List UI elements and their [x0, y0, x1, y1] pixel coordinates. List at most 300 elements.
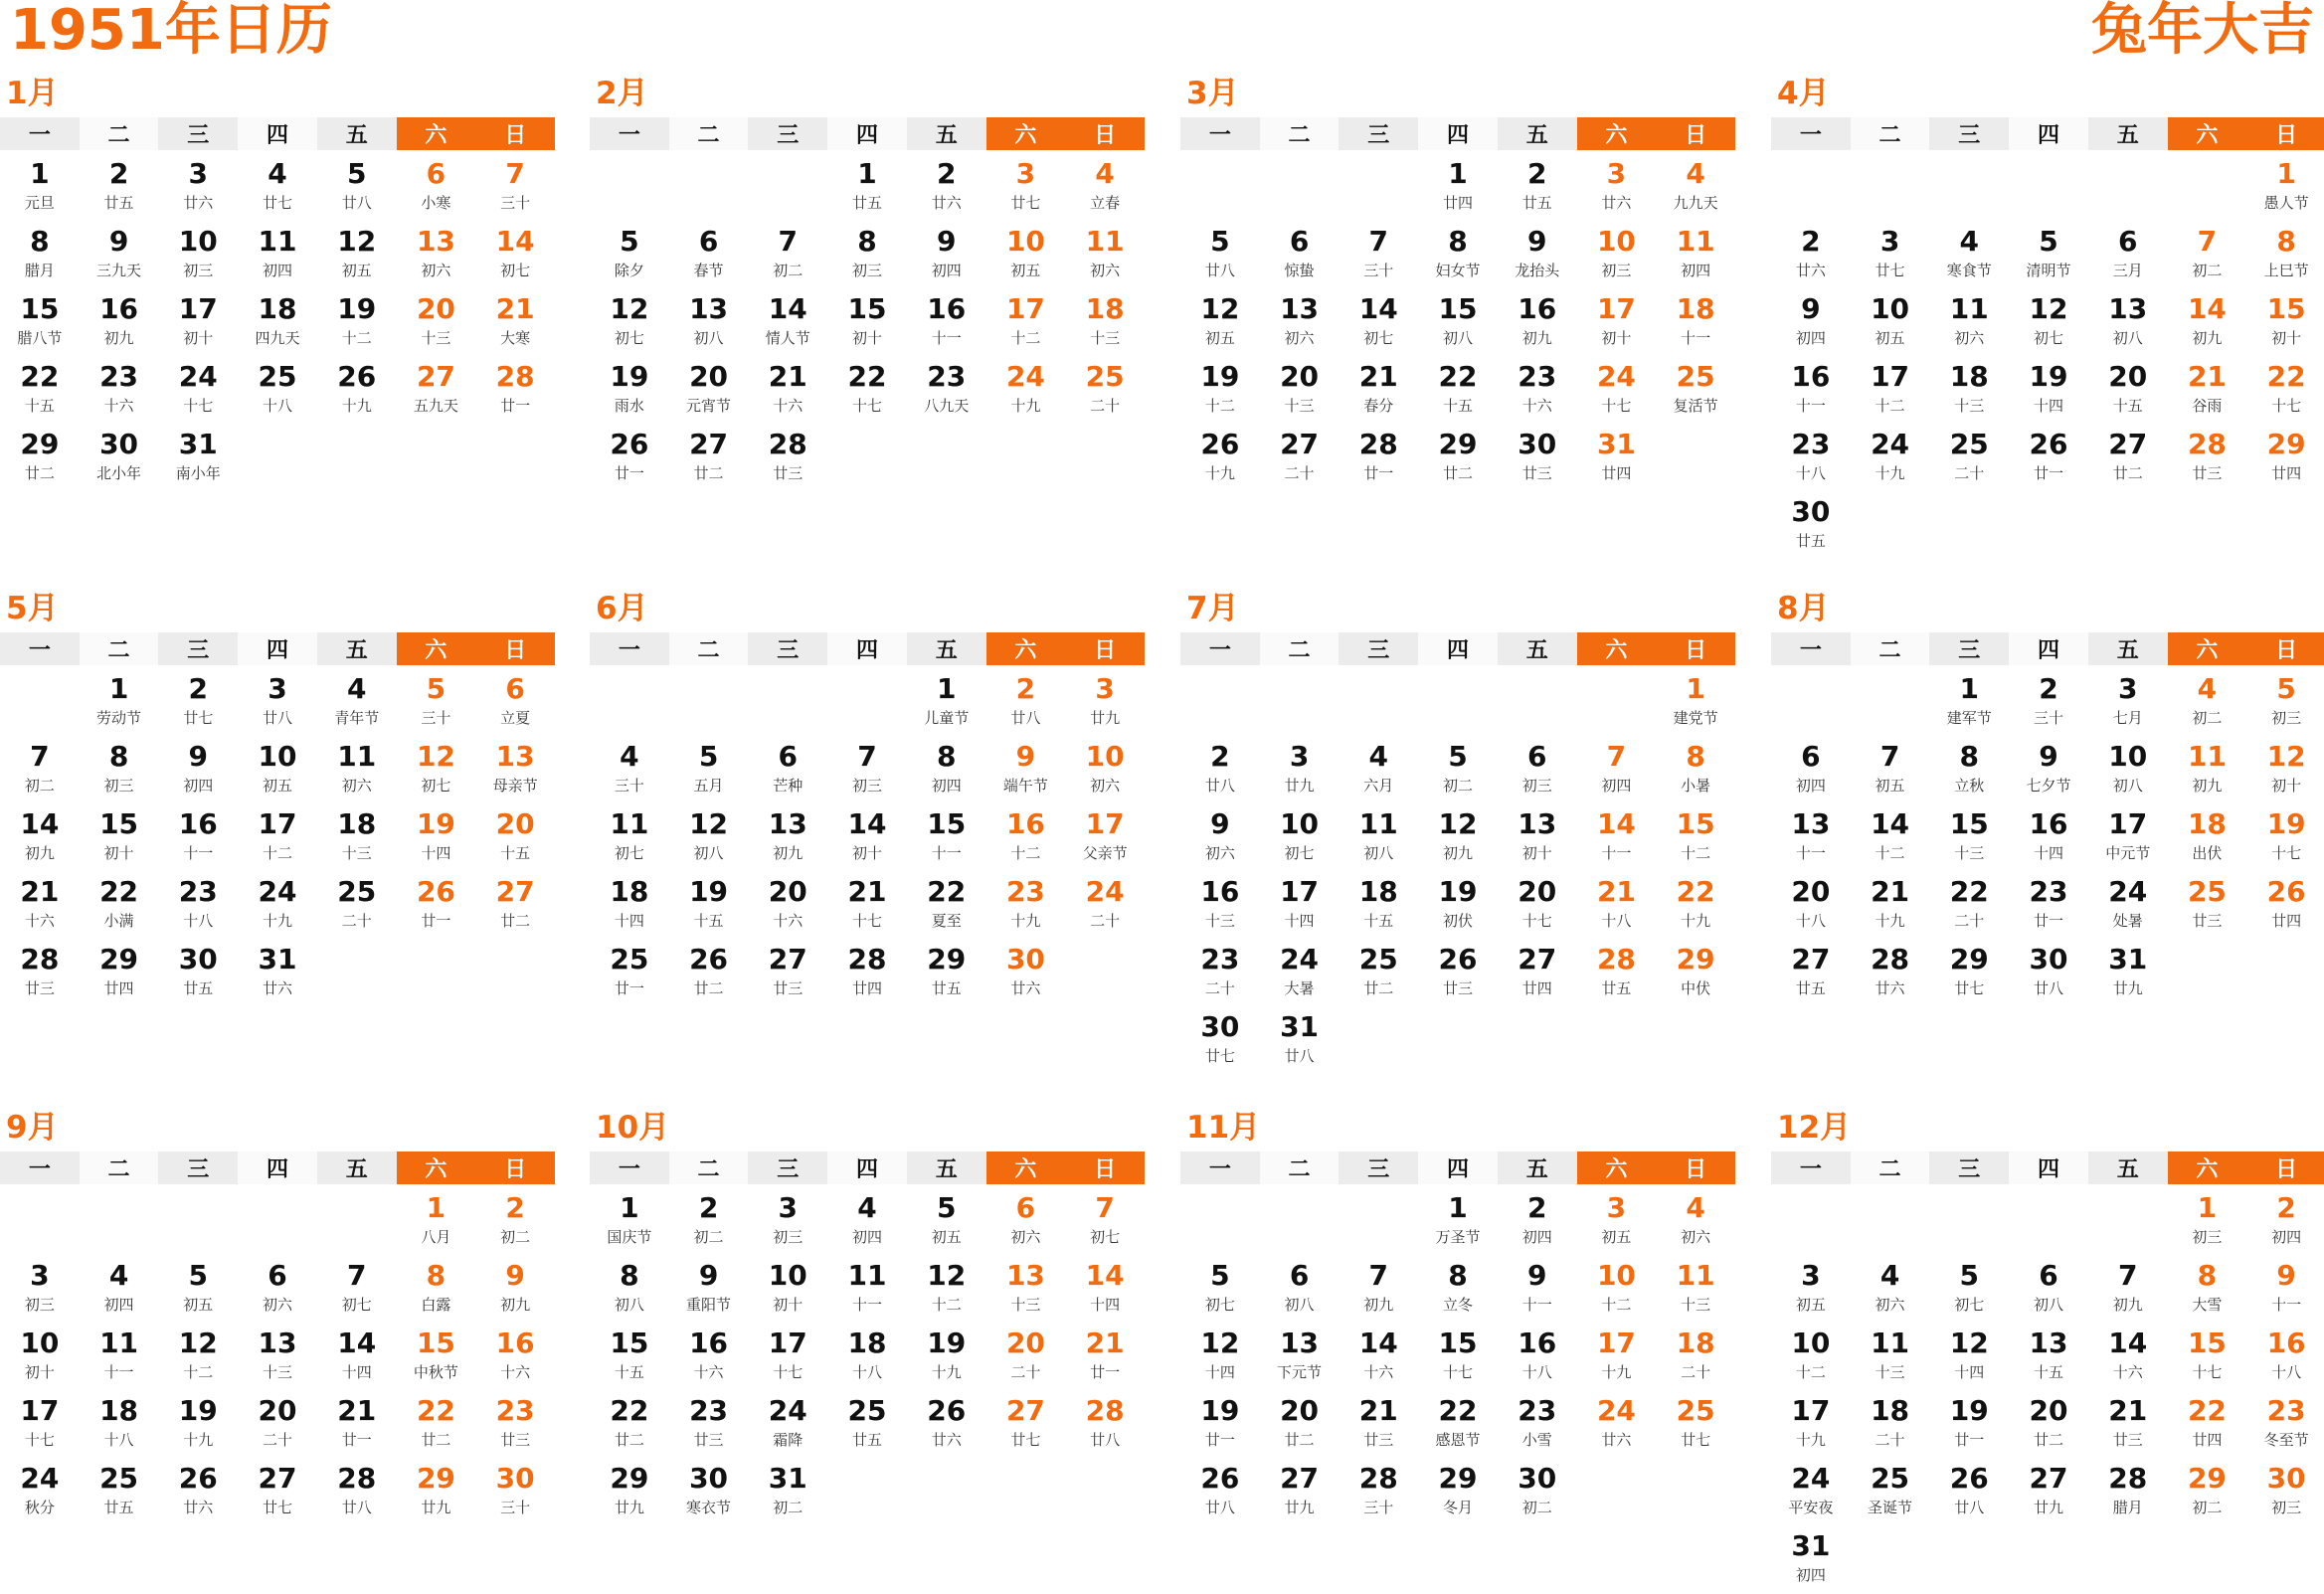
day-cell[interactable]: [2246, 1188, 2324, 1256]
day-cell[interactable]: [80, 289, 159, 357]
day-cell[interactable]: [1065, 1188, 1145, 1256]
day-cell[interactable]: [1656, 1256, 1735, 1324]
day-cell[interactable]: [669, 357, 749, 425]
day-cell[interactable]: [2246, 669, 2324, 737]
day-cell[interactable]: [1929, 940, 2009, 1007]
day-cell[interactable]: [1851, 357, 1930, 425]
day-cell[interactable]: [397, 357, 476, 425]
day-cell[interactable]: [590, 222, 669, 289]
day-cell[interactable]: [827, 289, 907, 357]
day-cell[interactable]: [1577, 1256, 1657, 1324]
day-cell[interactable]: [1929, 872, 2009, 940]
day-cell[interactable]: [2088, 1256, 2168, 1324]
day-cell[interactable]: [1656, 669, 1735, 737]
day-cell[interactable]: [2088, 222, 2168, 289]
day-cell[interactable]: [158, 357, 238, 425]
day-cell[interactable]: [1656, 289, 1735, 357]
day-cell[interactable]: [80, 1256, 159, 1324]
day-cell[interactable]: [1180, 1324, 1260, 1391]
day-cell[interactable]: [1418, 804, 1498, 872]
day-cell[interactable]: [748, 804, 827, 872]
day-cell[interactable]: [2246, 1256, 2324, 1324]
day-cell[interactable]: [1180, 804, 1260, 872]
day-cell[interactable]: [1418, 1188, 1498, 1256]
day-cell[interactable]: [1418, 1256, 1498, 1324]
day-cell[interactable]: [80, 357, 159, 425]
day-cell[interactable]: [475, 289, 555, 357]
day-cell[interactable]: [907, 357, 986, 425]
day-cell[interactable]: [748, 357, 827, 425]
day-cell[interactable]: [2088, 1324, 2168, 1391]
day-cell[interactable]: [2088, 872, 2168, 940]
day-cell[interactable]: [748, 940, 827, 1007]
day-cell[interactable]: [590, 940, 669, 1007]
day-cell[interactable]: [317, 1324, 397, 1391]
day-cell[interactable]: [2246, 804, 2324, 872]
day-cell[interactable]: [1260, 1459, 1340, 1526]
day-cell[interactable]: [1577, 940, 1657, 1007]
day-cell[interactable]: [1929, 289, 2009, 357]
day-cell[interactable]: [158, 737, 238, 804]
day-cell[interactable]: [1577, 154, 1657, 222]
day-cell[interactable]: [80, 804, 159, 872]
day-cell[interactable]: [1656, 804, 1735, 872]
day-cell[interactable]: [986, 940, 1066, 1007]
day-cell[interactable]: [317, 669, 397, 737]
day-cell[interactable]: [80, 425, 159, 492]
day-cell[interactable]: [1851, 804, 1930, 872]
day-cell[interactable]: [1339, 737, 1418, 804]
day-cell[interactable]: [80, 737, 159, 804]
day-cell[interactable]: [907, 804, 986, 872]
day-cell[interactable]: [0, 1256, 80, 1324]
day-cell[interactable]: [1339, 1256, 1418, 1324]
day-cell[interactable]: [1418, 1324, 1498, 1391]
day-cell[interactable]: [317, 1391, 397, 1459]
day-cell[interactable]: [475, 357, 555, 425]
day-cell[interactable]: [1339, 1459, 1418, 1526]
day-cell[interactable]: [1065, 154, 1145, 222]
day-cell[interactable]: [907, 1188, 986, 1256]
day-cell[interactable]: [669, 872, 749, 940]
day-cell[interactable]: [1771, 872, 1851, 940]
day-cell[interactable]: [80, 872, 159, 940]
day-cell[interactable]: [158, 1324, 238, 1391]
day-cell[interactable]: [1929, 1324, 2009, 1391]
day-cell[interactable]: [1180, 357, 1260, 425]
day-cell[interactable]: [1260, 1391, 1340, 1459]
day-cell[interactable]: [1180, 289, 1260, 357]
day-cell[interactable]: [827, 222, 907, 289]
day-cell[interactable]: [748, 1391, 827, 1459]
day-cell[interactable]: [0, 804, 80, 872]
day-cell[interactable]: [1498, 357, 1577, 425]
day-cell[interactable]: [158, 804, 238, 872]
day-cell[interactable]: [2168, 1459, 2247, 1526]
day-cell[interactable]: [2246, 872, 2324, 940]
day-cell[interactable]: [238, 804, 317, 872]
day-cell[interactable]: [1498, 804, 1577, 872]
day-cell[interactable]: [1180, 1256, 1260, 1324]
day-cell[interactable]: [1656, 940, 1735, 1007]
day-cell[interactable]: [1771, 804, 1851, 872]
day-cell[interactable]: [669, 940, 749, 1007]
day-cell[interactable]: [158, 425, 238, 492]
day-cell[interactable]: [2246, 1391, 2324, 1459]
day-cell[interactable]: [2246, 425, 2324, 492]
day-cell[interactable]: [827, 357, 907, 425]
day-cell[interactable]: [1260, 1256, 1340, 1324]
day-cell[interactable]: [80, 1391, 159, 1459]
day-cell[interactable]: [590, 289, 669, 357]
day-cell[interactable]: [1260, 940, 1340, 1007]
day-cell[interactable]: [2088, 289, 2168, 357]
day-cell[interactable]: [590, 1256, 669, 1324]
day-cell[interactable]: [986, 357, 1066, 425]
day-cell[interactable]: [1577, 1391, 1657, 1459]
day-cell[interactable]: [0, 222, 80, 289]
day-cell[interactable]: [669, 804, 749, 872]
day-cell[interactable]: [907, 940, 986, 1007]
day-cell[interactable]: [238, 669, 317, 737]
day-cell[interactable]: [1498, 940, 1577, 1007]
day-cell[interactable]: [590, 1188, 669, 1256]
day-cell[interactable]: [1260, 737, 1340, 804]
day-cell[interactable]: [590, 357, 669, 425]
day-cell[interactable]: [0, 1459, 80, 1526]
day-cell[interactable]: [2088, 357, 2168, 425]
day-cell[interactable]: [986, 872, 1066, 940]
day-cell[interactable]: [907, 1324, 986, 1391]
day-cell[interactable]: [0, 425, 80, 492]
day-cell[interactable]: [1851, 222, 1930, 289]
day-cell[interactable]: [1418, 425, 1498, 492]
day-cell[interactable]: [475, 872, 555, 940]
day-cell[interactable]: [1180, 872, 1260, 940]
day-cell[interactable]: [1771, 1391, 1851, 1459]
day-cell[interactable]: [2168, 1324, 2247, 1391]
day-cell[interactable]: [1418, 737, 1498, 804]
day-cell[interactable]: [1065, 1256, 1145, 1324]
day-cell[interactable]: [1771, 940, 1851, 1007]
day-cell[interactable]: [1498, 289, 1577, 357]
day-cell[interactable]: [1851, 1459, 1930, 1526]
day-cell[interactable]: [1498, 1256, 1577, 1324]
day-cell[interactable]: [1418, 1459, 1498, 1526]
day-cell[interactable]: [669, 1324, 749, 1391]
day-cell[interactable]: [397, 1188, 476, 1256]
day-cell[interactable]: [1929, 1256, 2009, 1324]
day-cell[interactable]: [1065, 1391, 1145, 1459]
day-cell[interactable]: [2168, 1391, 2247, 1459]
day-cell[interactable]: [2168, 669, 2247, 737]
day-cell[interactable]: [0, 940, 80, 1007]
day-cell[interactable]: [748, 425, 827, 492]
day-cell[interactable]: [2246, 357, 2324, 425]
day-cell[interactable]: [986, 1256, 1066, 1324]
day-cell[interactable]: [907, 1391, 986, 1459]
day-cell[interactable]: [2246, 222, 2324, 289]
day-cell[interactable]: [475, 154, 555, 222]
day-cell[interactable]: [475, 1459, 555, 1526]
day-cell[interactable]: [2009, 872, 2088, 940]
day-cell[interactable]: [2168, 289, 2247, 357]
day-cell[interactable]: [2009, 1459, 2088, 1526]
day-cell[interactable]: [1929, 1391, 2009, 1459]
day-cell[interactable]: [1260, 1324, 1340, 1391]
day-cell[interactable]: [475, 1324, 555, 1391]
day-cell[interactable]: [238, 872, 317, 940]
day-cell[interactable]: [907, 289, 986, 357]
day-cell[interactable]: [2088, 804, 2168, 872]
day-cell[interactable]: [590, 1459, 669, 1526]
day-cell[interactable]: [158, 872, 238, 940]
day-cell[interactable]: [1656, 1391, 1735, 1459]
day-cell[interactable]: [397, 154, 476, 222]
day-cell[interactable]: [1771, 425, 1851, 492]
day-cell[interactable]: [1656, 222, 1735, 289]
day-cell[interactable]: [986, 737, 1066, 804]
day-cell[interactable]: [1418, 357, 1498, 425]
day-cell[interactable]: [1929, 669, 2009, 737]
day-cell[interactable]: [2009, 1256, 2088, 1324]
day-cell[interactable]: [1851, 1391, 1930, 1459]
day-cell[interactable]: [1180, 1007, 1260, 1075]
day-cell[interactable]: [158, 154, 238, 222]
day-cell[interactable]: [2168, 357, 2247, 425]
day-cell[interactable]: [1498, 154, 1577, 222]
day-cell[interactable]: [590, 737, 669, 804]
day-cell[interactable]: [2009, 1391, 2088, 1459]
day-cell[interactable]: [1339, 1324, 1418, 1391]
day-cell[interactable]: [1577, 1188, 1657, 1256]
day-cell[interactable]: [827, 872, 907, 940]
day-cell[interactable]: [1851, 872, 1930, 940]
day-cell[interactable]: [590, 872, 669, 940]
day-cell[interactable]: [1929, 222, 2009, 289]
day-cell[interactable]: [986, 289, 1066, 357]
day-cell[interactable]: [1656, 737, 1735, 804]
day-cell[interactable]: [1065, 669, 1145, 737]
day-cell[interactable]: [1418, 1391, 1498, 1459]
day-cell[interactable]: [238, 1256, 317, 1324]
day-cell[interactable]: [1656, 872, 1735, 940]
day-cell[interactable]: [0, 872, 80, 940]
day-cell[interactable]: [1577, 737, 1657, 804]
day-cell[interactable]: [1065, 804, 1145, 872]
day-cell[interactable]: [669, 1256, 749, 1324]
day-cell[interactable]: [1065, 872, 1145, 940]
day-cell[interactable]: [397, 737, 476, 804]
day-cell[interactable]: [986, 1391, 1066, 1459]
day-cell[interactable]: [1418, 872, 1498, 940]
day-cell[interactable]: [2009, 425, 2088, 492]
day-cell[interactable]: [1065, 357, 1145, 425]
day-cell[interactable]: [2088, 737, 2168, 804]
day-cell[interactable]: [1771, 1459, 1851, 1526]
day-cell[interactable]: [1339, 940, 1418, 1007]
day-cell[interactable]: [1180, 1459, 1260, 1526]
day-cell[interactable]: [590, 425, 669, 492]
day-cell[interactable]: [158, 1256, 238, 1324]
day-cell[interactable]: [475, 737, 555, 804]
day-cell[interactable]: [1339, 222, 1418, 289]
day-cell[interactable]: [1851, 425, 1930, 492]
day-cell[interactable]: [986, 154, 1066, 222]
day-cell[interactable]: [2246, 289, 2324, 357]
day-cell[interactable]: [1418, 154, 1498, 222]
day-cell[interactable]: [1577, 1324, 1657, 1391]
day-cell[interactable]: [475, 1188, 555, 1256]
day-cell[interactable]: [238, 1391, 317, 1459]
day-cell[interactable]: [986, 804, 1066, 872]
day-cell[interactable]: [1498, 1188, 1577, 1256]
day-cell[interactable]: [748, 289, 827, 357]
day-cell[interactable]: [827, 737, 907, 804]
day-cell[interactable]: [397, 222, 476, 289]
day-cell[interactable]: [2246, 1324, 2324, 1391]
day-cell[interactable]: [1418, 222, 1498, 289]
day-cell[interactable]: [1851, 1324, 1930, 1391]
day-cell[interactable]: [1339, 1391, 1418, 1459]
day-cell[interactable]: [1498, 425, 1577, 492]
day-cell[interactable]: [0, 737, 80, 804]
day-cell[interactable]: [669, 425, 749, 492]
day-cell[interactable]: [1260, 357, 1340, 425]
day-cell[interactable]: [397, 804, 476, 872]
day-cell[interactable]: [0, 1324, 80, 1391]
day-cell[interactable]: [2009, 289, 2088, 357]
day-cell[interactable]: [2246, 154, 2324, 222]
day-cell[interactable]: [986, 1188, 1066, 1256]
day-cell[interactable]: [317, 872, 397, 940]
day-cell[interactable]: [827, 940, 907, 1007]
day-cell[interactable]: [317, 357, 397, 425]
day-cell[interactable]: [827, 1256, 907, 1324]
day-cell[interactable]: [1771, 1256, 1851, 1324]
day-cell[interactable]: [1339, 289, 1418, 357]
day-cell[interactable]: [1180, 222, 1260, 289]
day-cell[interactable]: [748, 1256, 827, 1324]
day-cell[interactable]: [475, 222, 555, 289]
day-cell[interactable]: [1851, 1256, 1930, 1324]
day-cell[interactable]: [158, 940, 238, 1007]
day-cell[interactable]: [1065, 289, 1145, 357]
day-cell[interactable]: [2168, 804, 2247, 872]
day-cell[interactable]: [238, 289, 317, 357]
day-cell[interactable]: [669, 1459, 749, 1526]
day-cell[interactable]: [317, 804, 397, 872]
day-cell[interactable]: [0, 357, 80, 425]
day-cell[interactable]: [1498, 1324, 1577, 1391]
day-cell[interactable]: [1339, 872, 1418, 940]
day-cell[interactable]: [1771, 1526, 1851, 1594]
day-cell[interactable]: [1851, 940, 1930, 1007]
day-cell[interactable]: [590, 804, 669, 872]
day-cell[interactable]: [158, 289, 238, 357]
day-cell[interactable]: [1929, 737, 2009, 804]
day-cell[interactable]: [669, 1188, 749, 1256]
day-cell[interactable]: [1577, 425, 1657, 492]
day-cell[interactable]: [1577, 289, 1657, 357]
day-cell[interactable]: [2009, 222, 2088, 289]
day-cell[interactable]: [669, 222, 749, 289]
day-cell[interactable]: [1498, 872, 1577, 940]
day-cell[interactable]: [0, 1391, 80, 1459]
day-cell[interactable]: [590, 1324, 669, 1391]
day-cell[interactable]: [1577, 872, 1657, 940]
day-cell[interactable]: [1498, 737, 1577, 804]
day-cell[interactable]: [590, 1391, 669, 1459]
day-cell[interactable]: [1065, 222, 1145, 289]
day-cell[interactable]: [80, 669, 159, 737]
day-cell[interactable]: [238, 222, 317, 289]
day-cell[interactable]: [1851, 737, 1930, 804]
day-cell[interactable]: [827, 154, 907, 222]
day-cell[interactable]: [669, 1391, 749, 1459]
day-cell[interactable]: [1498, 1391, 1577, 1459]
day-cell[interactable]: [669, 737, 749, 804]
day-cell[interactable]: [986, 669, 1066, 737]
day-cell[interactable]: [748, 222, 827, 289]
day-cell[interactable]: [80, 1324, 159, 1391]
day-cell[interactable]: [1260, 872, 1340, 940]
day-cell[interactable]: [475, 804, 555, 872]
day-cell[interactable]: [475, 669, 555, 737]
day-cell[interactable]: [1180, 737, 1260, 804]
day-cell[interactable]: [907, 1256, 986, 1324]
day-cell[interactable]: [317, 737, 397, 804]
day-cell[interactable]: [1656, 357, 1735, 425]
day-cell[interactable]: [1339, 357, 1418, 425]
day-cell[interactable]: [397, 1459, 476, 1526]
day-cell[interactable]: [238, 1324, 317, 1391]
day-cell[interactable]: [1577, 357, 1657, 425]
day-cell[interactable]: [2168, 1188, 2247, 1256]
day-cell[interactable]: [1065, 1324, 1145, 1391]
day-cell[interactable]: [1771, 737, 1851, 804]
day-cell[interactable]: [907, 872, 986, 940]
day-cell[interactable]: [1771, 492, 1851, 560]
day-cell[interactable]: [80, 1459, 159, 1526]
day-cell[interactable]: [2088, 1391, 2168, 1459]
day-cell[interactable]: [1260, 289, 1340, 357]
day-cell[interactable]: [669, 289, 749, 357]
day-cell[interactable]: [317, 222, 397, 289]
day-cell[interactable]: [827, 804, 907, 872]
day-cell[interactable]: [397, 1256, 476, 1324]
day-cell[interactable]: [1339, 425, 1418, 492]
day-cell[interactable]: [1656, 1324, 1735, 1391]
day-cell[interactable]: [238, 940, 317, 1007]
day-cell[interactable]: [475, 1391, 555, 1459]
day-cell[interactable]: [986, 1324, 1066, 1391]
day-cell[interactable]: [2088, 1459, 2168, 1526]
day-cell[interactable]: [2168, 737, 2247, 804]
day-cell[interactable]: [2009, 669, 2088, 737]
day-cell[interactable]: [158, 1459, 238, 1526]
day-cell[interactable]: [748, 737, 827, 804]
day-cell[interactable]: [0, 289, 80, 357]
day-cell[interactable]: [238, 154, 317, 222]
day-cell[interactable]: [1260, 222, 1340, 289]
day-cell[interactable]: [397, 872, 476, 940]
day-cell[interactable]: [238, 1459, 317, 1526]
day-cell[interactable]: [158, 669, 238, 737]
day-cell[interactable]: [748, 872, 827, 940]
day-cell[interactable]: [2088, 940, 2168, 1007]
day-cell[interactable]: [80, 940, 159, 1007]
